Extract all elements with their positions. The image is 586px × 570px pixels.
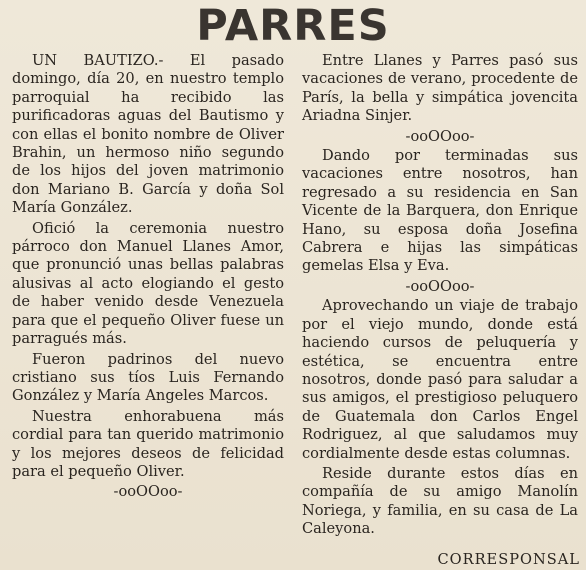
article-paragraph: Reside durante estos días en compañía de su amigo Manolín Noriega, y familia, en su casa de La Caleyona. (302, 464, 578, 538)
article-paragraph: Fueron padrinos del nuevo cristiano sus tíos Luis Fernando González y María Angeles Marcos. (12, 350, 284, 405)
left-column (12, 52, 284, 503)
article-paragraph: Entre Llanes y Parres pasó sus vacaciones de verano, procedente de París, la bella y simpática jovencita Ariadna Sinjer. (302, 52, 578, 125)
article-paragraph: Aprovechando un viaje de trabajo por el viejo mundo, donde está haciendo cursos de peluquería y estética, se encuentra entre nosotros, donde pasó para saludar a sus amigos, el prestigioso peluquero de Guatemala don Carlos Engel Rodriguez, al que saludamos muy cordialmente desde estas columnas. (302, 297, 578, 462)
right-column (302, 52, 578, 541)
signature: CORRESPONSAL (437, 551, 580, 568)
separator: -ooOOoo- (405, 277, 475, 295)
article-paragraph: Ofició la ceremonia nuestro párroco don Manuel Llanes Amor, que pronunció unas bellas palabras alusivas al acto elogiando el gesto de haber venido desde Venezuela para que el pequeño Oliver fuese un parragués más. (12, 219, 284, 348)
article-text: El pasado domingo, día 20, en nuestro templo parroquial ha recibido las purificadoras aguas del Bautismo y con ellas el bonito nombre de Oliver Brahin, un hermoso niño segundo de los hijos del joven matrimonio don Mariano B. García y doña Sol María González. (12, 52, 284, 217)
article-paragraph: Dando por terminadas sus vacaciones entre nosotros, han regresado a su residencia en San Vicente de la Barquera, don Enrique Hano, su esposa doña Josefina Cabrera e hijas las simpáticas gemelas Elsa y Eva. (302, 147, 578, 275)
separator: -ooOOoo- (113, 483, 183, 501)
article-paragraph (12, 52, 284, 218)
separator: -ooOOoo- (405, 127, 475, 145)
headline: PARRES (196, 1, 390, 51)
article-paragraph: Nuestra enhorabuena más cordial para tan querido matrimonio y los mejores deseos de felicidad para el pequeño Oliver. (12, 407, 284, 480)
section-lead: UN BAUTIZO.- (32, 52, 164, 69)
